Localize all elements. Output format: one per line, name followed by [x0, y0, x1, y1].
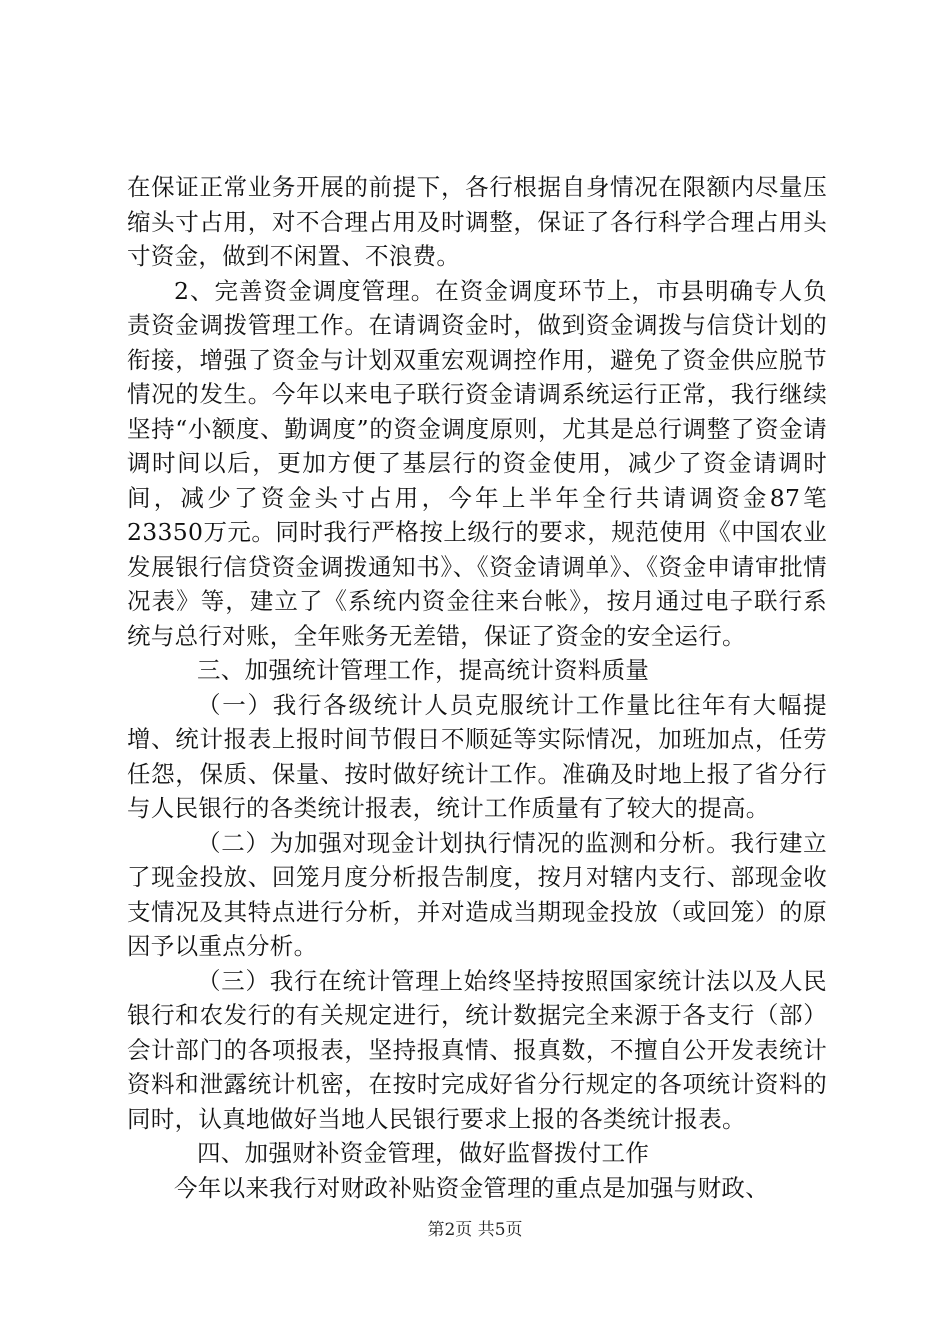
paragraph-statistics-2: （二）为加强对现金计划执行情况的监测和分析。我行建立了现金投放、回笼月度分析报告制度，按月对辖内支行、部现金收支情况及其特点进行分析，并对造成当期现金投放（或回笼）的原因予以重点分析。 [127, 828, 827, 960]
paragraph-statistics-1: （一）我行各级统计人员克服统计工作量比往年有大幅提增、统计报表上报时间节假日不顺延等实际情况，加班加点，任劳任怨，保质、保量、按时做好统计工作。准确及时地上报了省分行与人民银行的各类统计报表，统计工作质量有了较大的提高。 [127, 690, 827, 822]
page-footer: 第2页 共5页 [427, 1220, 523, 1240]
paragraph-continuation: 在保证正常业务开展的前提下，各行根据自身情况在限额内尽量压缩头寸占用，对不合理占用及时调整，保证了各行科学合理占用头寸资金，做到不闲置、不浪费。 [127, 173, 827, 270]
paragraph-fund-dispatch: 2、完善资金调度管理。在资金调度环节上，市县明确专人负责资金调拨管理工作。在请调资金时，做到资金调拨与信贷计划的衔接，增强了资金与计划双重宏观调控作用，避免了资金供应脱节情况的发生。今年以来电子联行资金请调系统运行正常，我行继续坚持“小额度、勤调度”的资金调度原则，尤其是总行调整了资金请调时间以后，更加方便了基层行的资金使用，减少了资金请调时间，减少了资金头寸占用，今年上半年全行共请调资金87笔23350万元。同时我行严格按上级行的要求，规范使用《中国农业发展银行信贷资金调拨通知书》、《资金请调单》、《资金申请审批情况表》等，建立了《系统内资金往来台帐》，按月通过电子联行系统与总行对账，全年账务无差错，保证了资金的安全运行。 [127, 276, 827, 650]
section-heading-subsidy: 四、加强财补资金管理，做好监督拨付工作 [197, 1139, 650, 1167]
section-heading-statistics: 三、加强统计管理工作，提高统计资料质量 [197, 656, 650, 684]
paragraph-statistics-3: （三）我行在统计管理上始终坚持按照国家统计法以及人民银行和农发行的有关规定进行，统计数据完全来源于各支行（部）会计部门的各项报表，坚持报真情、报真数，不擅自公开发表统计资料和泄露统计机密，在按时完成好省分行规定的各项统计资料的同时，认真地做好当地人民银行要求上报的各类统计报表。 [127, 966, 827, 1133]
paragraph-subsidy: 今年以来我行对财政补贴资金管理的重点是加强与财政、 [174, 1173, 769, 1202]
document-body [127, 170, 827, 1205]
